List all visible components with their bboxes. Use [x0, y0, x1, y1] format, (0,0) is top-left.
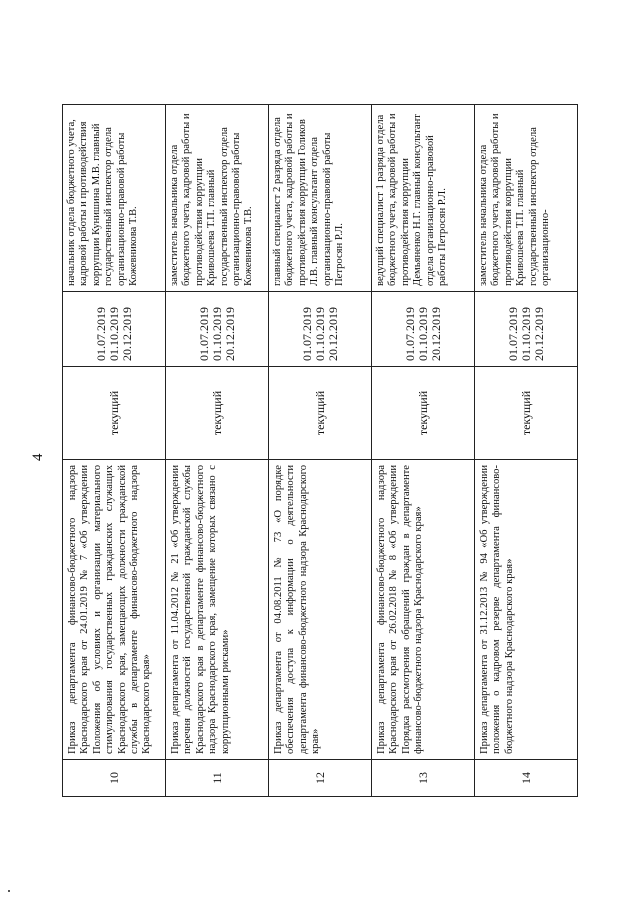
date-2: 01.10.2019: [209, 307, 224, 361]
responsible-cell: заместитель начальника отдела бюджетного учета, кадровой работы и противодействия коррупции Кривошеева Т.П. главный государственный инспектор отдела организационно-правовой работы Кожевникова Т.В.: [166, 105, 269, 292]
date-3: 20.12.2019: [325, 307, 340, 361]
dates-cell: [475, 292, 578, 367]
responsible-cell: главный специалист 2 разряда отдела бюджетного учета, кадровой работы и противодействия коррупции Голиков Л.В. главный консультант отдела организационно-правовой работы Петросян Р.Л.: [269, 105, 372, 292]
row-number: 14: [475, 760, 578, 797]
date-2: 01.10.2019: [518, 307, 533, 361]
responsible-cell: заместитель начальника отдела бюджетного учета, кадровой работы и противодействия коррупции Кривошеева Т.П. главный государственный инспектор отдела организационно-: [475, 105, 578, 292]
document-cell: Приказ департамента от 31.12.2013 № 94 «Об утверждении положения о кадровом резерве департамента финансово-бюджетного надзора Краснодарского края»: [475, 460, 578, 760]
dates-cell: [372, 292, 475, 367]
date-1: 01.07.2019: [93, 307, 108, 361]
scan-speck: [8, 890, 10, 892]
table-row: [475, 105, 578, 797]
dates-cell: [63, 292, 166, 367]
row-number: 11: [166, 760, 269, 797]
date-2: 01.10.2019: [415, 307, 430, 361]
table-row: [269, 105, 372, 797]
period-cell: текущий: [63, 367, 166, 460]
date-1: 01.07.2019: [196, 307, 211, 361]
date-3: 20.12.2019: [428, 307, 443, 361]
date-3: 20.12.2019: [531, 307, 546, 361]
date-3: 20.12.2019: [222, 307, 237, 361]
plan-table: [62, 104, 578, 797]
period-cell: текущий: [372, 367, 475, 460]
responsible-cell: начальник отдела бюджетного учета, кадровой работы и противодействия коррупции Кунишина М.В. главный государственный инспектор отдела организационно-правовой работы Кожевникова Т.В.: [63, 105, 166, 292]
table-row: [166, 105, 269, 797]
date-1: 01.07.2019: [299, 307, 314, 361]
document-cell: Приказ департамента финансово-бюджетного надзора Краснодарского края от 24.01.2019 № 7 «Об утверждении Положения об условиях и организации материального стимулирования государственных гражданских служащих Краснодарского края, замещающих должности гражданской службы в департаменте финансово-бюджетного надзора Краснодарского края»: [63, 460, 166, 760]
dates-cell: [269, 292, 372, 367]
document-cell: Приказ департамента финансово-бюджетного надзора Краснодарского края от 26.02.2018 № 8 «Об утверждении Порядка рассмотрения обращений граждан в департаменте финансово-бюджетного надзора Краснодарского края»: [372, 460, 475, 760]
period-cell: текущий: [475, 367, 578, 460]
date-1: 01.07.2019: [402, 307, 417, 361]
date-2: 01.10.2019: [106, 307, 121, 361]
row-number: 13: [372, 760, 475, 797]
table-row: [372, 105, 475, 797]
period-cell: текущий: [269, 367, 372, 460]
date-1: 01.07.2019: [505, 307, 520, 361]
page-number: 4: [30, 453, 46, 461]
row-number: 12: [269, 760, 372, 797]
document-cell: Приказ департамента от 11.04.2012 № 21 «Об утверждении перечня должностей государственной гражданской службы Краснодарского края в департаменте финансово-бюджетного надзора Краснодарского края, замещение которых связано с коррупционными рисками»: [166, 460, 269, 760]
period-cell: текущий: [166, 367, 269, 460]
table-row: [63, 105, 166, 797]
document-cell: Приказ департамента от 04.08.2011 № 73 «О порядке обеспечения доступа к информации о деятельности департамента финансово-бюджетного надзора Краснодарского края»: [269, 460, 372, 760]
row-number: 10: [63, 760, 166, 797]
date-3: 20.12.2019: [119, 307, 134, 361]
responsible-cell: ведущий специалист 1 разряда отдела бюджетного учета, кадровой работы и противодействия коррупции Демьяненко Н.Г. главный консультант отдела организационно-правовой работы Петросян Р.Л.: [372, 105, 475, 292]
dates-cell: [166, 292, 269, 367]
date-2: 01.10.2019: [312, 307, 327, 361]
